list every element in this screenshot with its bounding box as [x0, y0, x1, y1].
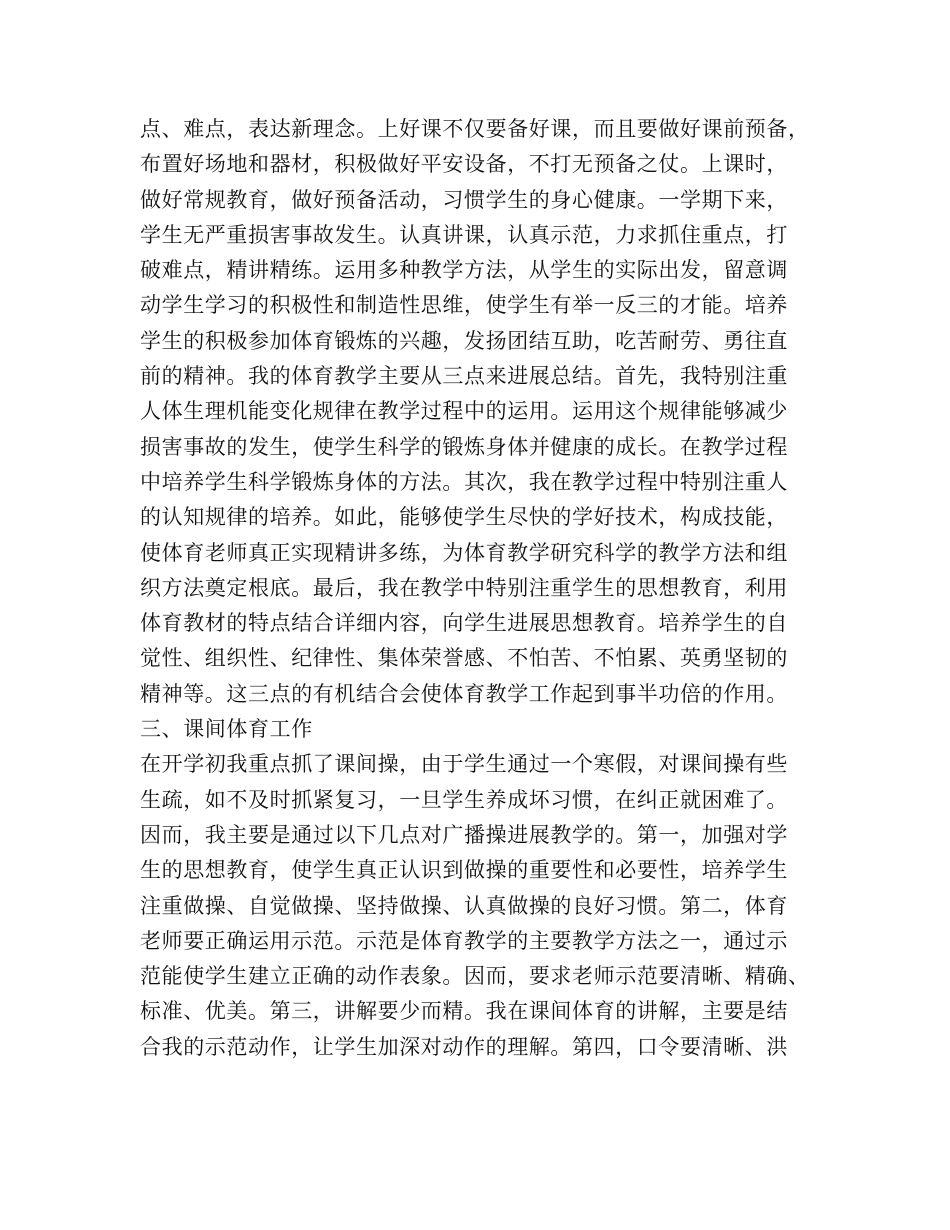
text-line: 人体生理机能变化规律在教学过程中的运用。运用这个规律能够减少 [140, 399, 788, 424]
body-text [140, 112, 820, 1065]
text-line: 损害事故的发生，使学生科学的锻炼身体并健康的成长。在教学过程 [140, 434, 788, 459]
text-line: 点、难点，表达新理念。上好课不仅要备好课，而且要做好课前预备， [140, 117, 810, 141]
text-line: 体育教材的特点结合详细内容，向学生进展思想教育。培养学生的自 [140, 611, 788, 636]
text-line: 合我的示范动作，让学生加深对动作的理解。第四，口令要清晰、洪 [140, 1034, 788, 1059]
text-line: 因而，我主要是通过以下几点对广播操进展教学的。第一，加强对学 [140, 822, 788, 847]
text-line: 布置好场地和器材，积极做好平安设备，不打无预备之仗。上课时， [140, 152, 788, 177]
text-line: 注重做操、自觉做操、坚持做操、认真做操的良好习惯。第二，体育 [140, 893, 788, 918]
text-line: 老师要正确运用示范。示范是体育教学的主要教学方法之一，通过示 [140, 928, 788, 953]
section-heading: 三、课间体育工作 [140, 717, 313, 742]
text-line: 中培养学生科学锻炼身体的方法。其次，我在教学过程中特别注重人 [140, 469, 788, 494]
text-line: 织方法奠定根底。最后，我在教学中特别注重学生的思想教育，利用 [140, 575, 788, 600]
text-line: 范能使学生建立正确的动作表象。因而，要求老师示范要清晰、精确、 [140, 964, 810, 989]
text-line: 生的思想教育，使学生真正认识到做操的重要性和必要性，培养学生 [140, 858, 788, 883]
text-line: 生疏，如不及时抓紧复习，一旦学生养成坏习惯，在纠正就困难了。 [140, 787, 788, 812]
text-line: 使体育老师真正实现精讲多练，为体育教学研究科学的教学方法和组 [140, 540, 788, 565]
text-line: 标准、优美。第三，讲解要少而精。我在课间体育的讲解，主要是结 [140, 999, 788, 1024]
text-line: 精神等。这三点的有机结合会使体育教学工作起到事半功倍的作用。 [140, 681, 788, 706]
text-line: 前的精神。我的体育教学主要从三点来进展总结。首先，我特别注重 [140, 364, 788, 389]
text-line: 在开学初我重点抓了课间操，由于学生通过一个寒假，对课间操有些 [140, 752, 788, 777]
text-line: 做好常规教育，做好预备活动，习惯学生的身心健康。一学期下来， [140, 187, 788, 212]
text-line: 动学生学习的积极性和制造性思维，使学生有举一反三的才能。培养 [140, 293, 788, 318]
text-line: 破难点，精讲精练。运用多种教学方法，从学生的实际出发，留意调 [140, 258, 788, 283]
text-line: 学生的积极参加体育锻炼的兴趣，发扬团结互助，吃苦耐劳、勇往直 [140, 328, 788, 353]
text-line: 学生无严重损害事故发生。认真讲课，认真示范，力求抓住重点，打 [140, 222, 788, 247]
text-line: 的认知规律的培养。如此，能够使学生尽快的学好技术，构成技能， [140, 505, 788, 530]
text-line: 觉性、组织性、纪律性、集体荣誉感、不怕苦、不怕累、英勇坚韧的 [140, 646, 788, 671]
